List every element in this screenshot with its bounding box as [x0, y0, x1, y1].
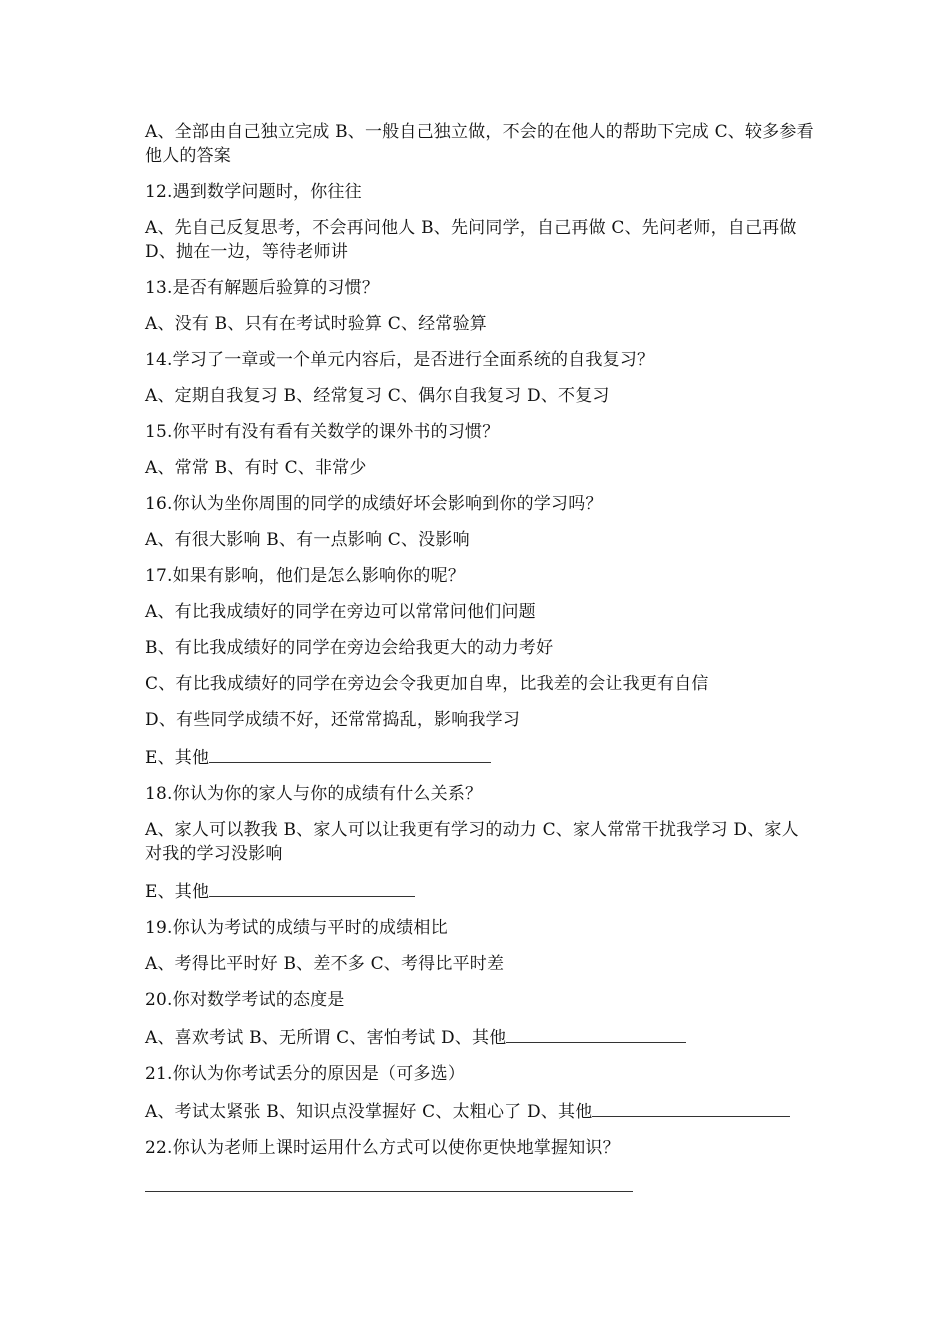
q18-options: A、家人可以教我 B、家人可以让我更有学习的动力 C、家人常常干扰我学习 D、家人对我的学习没影响 — [145, 820, 799, 864]
q18-option-e — [145, 878, 815, 904]
q14-question: 14.学习了一章或一个单元内容后，是否进行全面系统的自我复习？ — [145, 350, 655, 370]
q17-option-e-label: E、其他 — [145, 748, 210, 768]
q19-question: 19.你认为考试的成绩与平时的成绩相比 — [145, 918, 448, 938]
q21-other-blank[interactable] — [592, 1098, 790, 1117]
q12-question: 12.遇到数学问题时，你往往 — [145, 182, 362, 202]
q17-other-blank[interactable] — [209, 744, 491, 763]
q21-question: 21.你认为你考试丢分的原因是（可多选） — [145, 1064, 466, 1084]
q17-option-c: C、有比我成绩好的同学在旁边会令我更加自卑，比我差的会让我更有自信 — [145, 674, 709, 694]
q13-options: A、没有 B、只有在考试时验算 C、经常验算 — [145, 314, 487, 334]
q17-option-e — [145, 744, 815, 770]
q15-options: A、常常 B、有时 C、非常少 — [145, 458, 367, 478]
q18-other-blank[interactable] — [209, 878, 415, 897]
q20-options-label: A、喜欢考试 B、无所谓 C、害怕考试 D、其他 — [145, 1028, 507, 1048]
q14-options: A、定期自我复习 B、经常复习 C、偶尔自我复习 D、不复习 — [145, 386, 610, 406]
q21-options-label: A、考试太紧张 B、知识点没掌握好 C、太粗心了 D、其他 — [145, 1102, 593, 1122]
q17-question: 17.如果有影响，他们是怎么影响你的呢？ — [145, 566, 466, 586]
q20-options — [145, 1024, 815, 1050]
q21-options — [145, 1098, 815, 1124]
q20-other-blank[interactable] — [506, 1024, 686, 1043]
document-page — [145, 120, 815, 1192]
q22-question: 22.你认为老师上课时运用什么方式可以使你更快地掌握知识？ — [145, 1138, 620, 1158]
q18-question: 18.你认为你的家人与你的成绩有什么关系？ — [145, 784, 483, 804]
q17-option-d: D、有些同学成绩不好，还常常捣乱，影响我学习 — [145, 710, 521, 730]
q16-options: A、有很大影响 B、有一点影响 C、没影响 — [145, 530, 470, 550]
q18-option-e-label: E、其他 — [145, 882, 210, 902]
q16-question: 16.你认为坐你周围的同学的成绩好坏会影响到你的学习吗？ — [145, 494, 603, 514]
q11-options: A、全部由自己独立完成 B、一般自己独立做，不会的在他人的帮助下完成 C、较多参看他人的答案 — [145, 122, 814, 166]
q20-question: 20.你对数学考试的态度是 — [145, 990, 345, 1010]
q12-options: A、先自己反复思考，不会再问他人 B、先问同学，自己再做 C、先问老师，自己再做 D、抛在一边，等待老师讲 — [145, 218, 797, 262]
q22-answer-line[interactable] — [145, 1190, 633, 1192]
q17-option-b: B、有比我成绩好的同学在旁边会给我更大的动力考好 — [145, 638, 554, 658]
q17-option-a: A、有比我成绩好的同学在旁边可以常常问他们问题 — [145, 602, 536, 622]
q13-question: 13.是否有解题后验算的习惯？ — [145, 278, 380, 298]
q19-options: A、考得比平时好 B、差不多 C、考得比平时差 — [145, 954, 505, 974]
q15-question: 15.你平时有没有看有关数学的课外书的习惯？ — [145, 422, 500, 442]
